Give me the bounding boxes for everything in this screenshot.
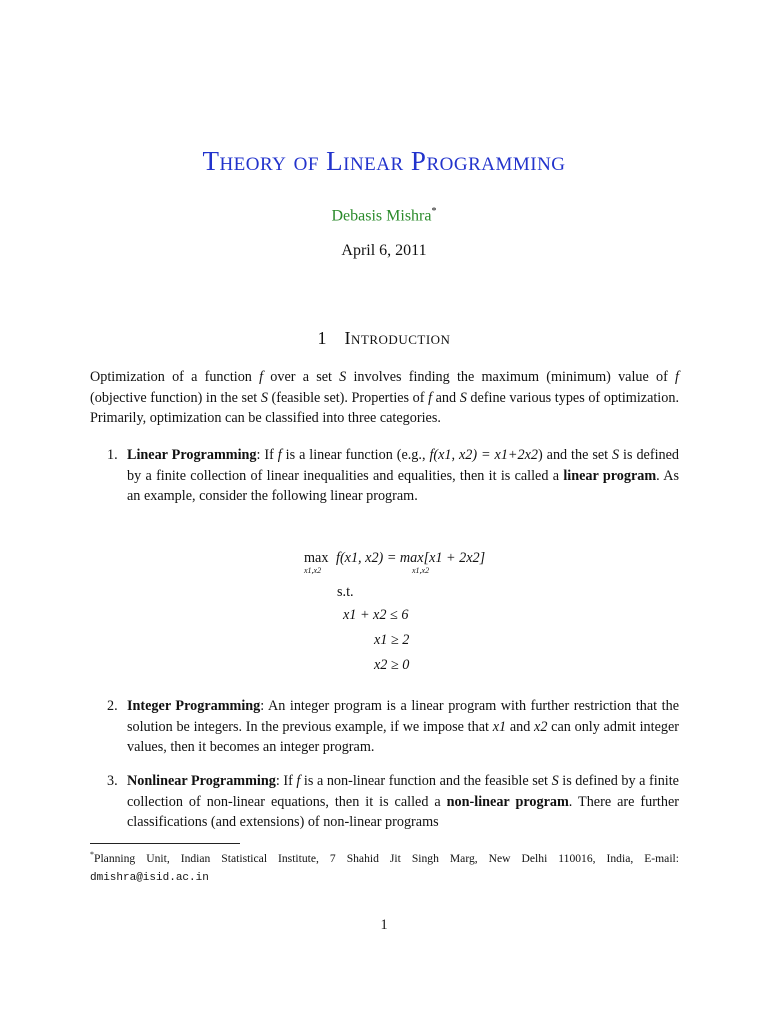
inline-equation: f(x1, x2) = x1+2x2: [429, 447, 538, 463]
lp-objective: f(x1, x2) = max[x1 + 2x2]: [336, 550, 486, 566]
author-footnote-mark[interactable]: *: [431, 206, 437, 217]
paper-title: Theory of Linear Programming: [202, 146, 566, 176]
list-item-text: Nonlinear Programming: If f is a non-linear function and the feasible set S is defined by a finite collection of non-linear equations, then it is called a non-linear program. There are further classifications (and extensions) of non-linear programs: [127, 773, 679, 831]
footnote-mark: *: [90, 850, 94, 859]
footnote: [90, 846, 679, 887]
list-number: 2.: [107, 698, 118, 714]
footnote-text: Planning Unit, Indian Statistical Institute, 7 Shahid Jit Singh Marg, New Delhi 110016, India, E-mail:: [94, 851, 679, 865]
list-number: 3.: [107, 773, 118, 789]
footnote-rule: [90, 843, 240, 844]
list-item-text: Integer Programming: An integer program is a linear program with further restriction that the solution be integers. In the previous example, if we impose that x1 and x2 can only admit integer values, then it becomes an integer program.: [127, 698, 679, 756]
list-number: 1.: [107, 447, 118, 463]
lp-constraint-3: x2 ≥ 0: [374, 657, 410, 673]
list-item-text: Linear Programming: If f is a linear function (e.g., f(x1, x2) = x1+2x2) and the set S is defined by a finite collection of linear inequalities and equalities, then it is called a linear program. As an example, consider the following linear program.: [127, 447, 679, 505]
paper-date: April 6, 2011: [341, 242, 427, 259]
author-name[interactable]: Debasis Mishra: [331, 207, 432, 225]
lp-objective-subscript: x1,x2: [412, 566, 430, 575]
page-number: 1: [380, 917, 388, 933]
lp-constraint-1: x1 + x2 ≤ 6: [343, 607, 409, 623]
lp-max-operator: max: [304, 550, 329, 566]
footnote-email[interactable]: dmishra@isid.ac.in: [90, 871, 209, 884]
lp-max-subscript: x1,x2: [304, 566, 322, 575]
author-line: [0, 206, 768, 225]
lp-subject-to: s.t.: [337, 584, 354, 600]
section-number: 1: [317, 328, 327, 348]
section-heading: [0, 328, 768, 349]
intro-paragraph: Optimization of a function f over a set S involves finding the maximum (minimum) value of f (objective function) in the set S (feasible set). Properties of f and S define various types of optimization. Primarily, optimization can be classified into three categories.: [90, 369, 679, 427]
lp-constraint-2: x1 ≥ 2: [374, 632, 410, 648]
section-name: Introduction: [344, 328, 451, 348]
